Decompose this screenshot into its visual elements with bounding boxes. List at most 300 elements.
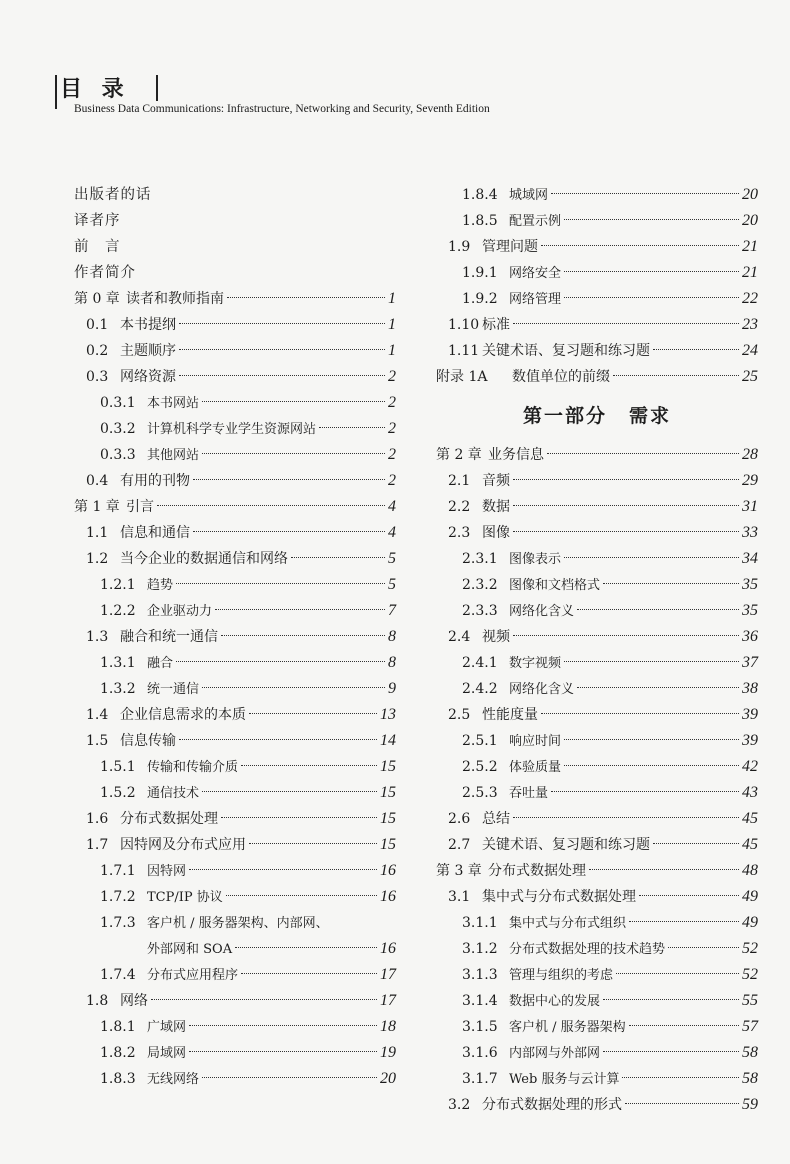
- toc-entry: [74, 494, 396, 520]
- entry-page: 37: [742, 654, 758, 671]
- toc-entry: [74, 832, 396, 858]
- entry-title: 集中式与分布式组织: [509, 916, 627, 931]
- entry-number: 2.7: [448, 837, 471, 853]
- toc-entry: [74, 676, 396, 702]
- entry-page: 15: [380, 758, 396, 775]
- entry-number: 2.5.2: [462, 759, 498, 775]
- entry-title: 本书提纲: [120, 317, 176, 333]
- toc-entry: [436, 1014, 758, 1040]
- entry-number: 1.8.4: [462, 187, 498, 203]
- entry-page: 1: [388, 316, 396, 333]
- entry-title: 信息和通信: [120, 525, 190, 541]
- entry-number: 0.4: [86, 473, 109, 489]
- entry-number: 1.8: [86, 993, 109, 1009]
- entry-title: 集中式与分布式数据处理: [482, 889, 636, 905]
- entry-page: 24: [742, 342, 758, 359]
- dot-leader: [179, 739, 377, 740]
- entry-title: 主题顺序: [120, 343, 176, 359]
- front-matter-item: [74, 208, 396, 234]
- entry-title: 其他网站: [147, 448, 200, 463]
- toc-right-column: [436, 182, 758, 1118]
- entry-title: 当今企业的数据通信和网络: [120, 551, 288, 567]
- dot-leader: [221, 635, 385, 636]
- entry-title: 信息传输: [120, 733, 176, 749]
- entry-number: 第 1 章: [74, 499, 120, 515]
- dot-leader: [215, 609, 385, 610]
- dot-leader: [564, 297, 739, 298]
- entry-number: 1.2.1: [100, 577, 136, 593]
- entry-number: 1.3.1: [100, 655, 136, 671]
- front-matter-item: [74, 182, 396, 208]
- entry-number: 2.2: [448, 499, 471, 515]
- entry-number: 2.3.1: [462, 551, 498, 567]
- entry-page: 18: [380, 1018, 396, 1035]
- dot-leader: [603, 583, 739, 584]
- toc-entry: [436, 1040, 758, 1066]
- entry-title: 内部网与外部网: [509, 1046, 601, 1061]
- toc-entry: [436, 338, 758, 364]
- toc-entry: [436, 468, 758, 494]
- entry-page: 34: [742, 550, 758, 567]
- entry-title: 管理与组织的考虑: [509, 968, 614, 983]
- entry-number: 1.8.5: [462, 213, 498, 229]
- entry-page: 58: [742, 1070, 758, 1087]
- dot-leader: [513, 817, 739, 818]
- entry-page: 45: [742, 810, 758, 827]
- entry-title: 因特网及分布式应用: [120, 837, 246, 853]
- header-right-rule: [156, 75, 158, 101]
- entry-title: 标准: [482, 317, 510, 333]
- front-matter-item: [74, 234, 396, 260]
- entry-title: 因特网: [147, 864, 187, 879]
- entry-title: 出版者的话: [74, 187, 152, 203]
- entry-page: 1: [388, 290, 396, 307]
- entry-page: 4: [388, 524, 396, 541]
- dot-leader: [541, 245, 739, 246]
- toc-entry: [74, 780, 396, 806]
- dot-leader: [291, 557, 385, 558]
- entry-page: 52: [742, 940, 758, 957]
- entry-number: 1.3: [86, 629, 109, 645]
- entry-number: 1.3.2: [100, 681, 136, 697]
- entry-title: 本书网站: [147, 396, 200, 411]
- toc-entry: [74, 520, 396, 546]
- entry-page: 5: [388, 576, 396, 593]
- entry-page: 35: [742, 602, 758, 619]
- front-matter-item: [74, 260, 396, 286]
- entry-page: 8: [388, 654, 396, 671]
- entry-title: 局域网: [147, 1046, 187, 1061]
- entry-number: 2.5.3: [462, 785, 498, 801]
- toc-entry: [74, 702, 396, 728]
- dot-leader: [629, 921, 739, 922]
- entry-number: 3.1.3: [462, 967, 498, 983]
- entry-number: 3.1.7: [462, 1071, 498, 1087]
- entry-page: 2: [388, 394, 396, 411]
- entry-number: 3.1: [448, 889, 471, 905]
- entry-page: 13: [380, 706, 396, 723]
- toc-entry: [436, 494, 758, 520]
- toc-entry: [74, 936, 396, 962]
- entry-page: 20: [742, 212, 758, 229]
- dot-leader: [551, 791, 739, 792]
- entry-number: 1.9.1: [462, 265, 498, 281]
- entry-number: 1.10: [448, 317, 480, 333]
- dot-leader: [547, 453, 739, 454]
- toc-entry: [74, 858, 396, 884]
- dot-leader: [249, 713, 377, 714]
- toc-entry: [436, 780, 758, 806]
- entry-title: 总结: [482, 811, 510, 827]
- entry-number: 2.3.2: [462, 577, 498, 593]
- entry-number: 1.7.1: [100, 863, 136, 879]
- entry-number: 第 0 章: [74, 291, 120, 307]
- dot-leader: [202, 791, 377, 792]
- entry-title: 图像表示: [509, 552, 562, 567]
- entry-page: 1: [388, 342, 396, 359]
- dot-leader: [622, 1077, 739, 1078]
- toc-entry: [74, 598, 396, 624]
- entry-number: 1.1: [86, 525, 109, 541]
- entry-page: 17: [380, 966, 396, 983]
- entry-title: 网络: [120, 993, 148, 1009]
- dot-leader: [241, 765, 377, 766]
- entry-page: 2: [388, 368, 396, 385]
- entry-page: 28: [742, 446, 758, 463]
- entry-number: 1.4: [86, 707, 109, 723]
- entry-title: 城域网: [509, 188, 549, 203]
- entry-number: 3.1.2: [462, 941, 498, 957]
- toc-entry: [436, 598, 758, 624]
- dot-leader: [176, 661, 385, 662]
- entry-number: 3.1.5: [462, 1019, 498, 1035]
- entry-title: 企业信息需求的本质: [120, 707, 246, 723]
- entry-title: 作者简介: [74, 265, 136, 281]
- dot-leader: [189, 1025, 377, 1026]
- entry-page: 33: [742, 524, 758, 541]
- toc-entry: [74, 364, 396, 390]
- dot-leader: [639, 895, 739, 896]
- entry-number: 1.7: [86, 837, 109, 853]
- dot-leader: [189, 1051, 377, 1052]
- dot-leader: [179, 323, 385, 324]
- entry-title: 网络资源: [120, 369, 176, 385]
- entry-title: 计算机科学专业学生资源网站: [147, 422, 317, 437]
- entry-number: 1.7.3: [100, 915, 136, 931]
- toc-entry: [436, 182, 758, 208]
- entry-title: 数值单位的前缀: [512, 369, 610, 385]
- toc-entry: [436, 806, 758, 832]
- entry-page: 8: [388, 628, 396, 645]
- entry-number: 2.5.1: [462, 733, 498, 749]
- entry-page: 58: [742, 1044, 758, 1061]
- entry-title: 引言: [126, 499, 154, 515]
- toc-entry: [74, 442, 396, 468]
- entry-title: 图像: [482, 525, 510, 541]
- entry-page: 15: [380, 784, 396, 801]
- entry-title: 广域网: [147, 1020, 187, 1035]
- entry-title: 客户机 / 服务器架构: [509, 1020, 626, 1035]
- entry-title: 配置示例: [509, 214, 562, 229]
- dot-leader: [235, 947, 377, 948]
- entry-page: 35: [742, 576, 758, 593]
- dot-leader: [176, 583, 385, 584]
- entry-title: 数字视频: [509, 656, 562, 671]
- dot-leader: [221, 817, 377, 818]
- entry-title: 响应时间: [509, 734, 562, 749]
- dot-leader: [603, 999, 739, 1000]
- entry-number: 2.3: [448, 525, 471, 541]
- page-title: 目 录: [60, 76, 130, 102]
- dot-leader: [179, 349, 385, 350]
- entry-title: 管理问题: [482, 239, 538, 255]
- toc-entry: [74, 754, 396, 780]
- toc-entry: [436, 936, 758, 962]
- dot-leader: [616, 973, 739, 974]
- toc-entry: [74, 1040, 396, 1066]
- dot-leader: [589, 869, 739, 870]
- entry-title: 网络化含义: [509, 604, 575, 619]
- toc-entry: [74, 624, 396, 650]
- entry-title: Web 服务与云计算: [509, 1072, 620, 1087]
- toc-entry: [436, 260, 758, 286]
- dot-leader: [668, 947, 739, 948]
- toc-entry: [74, 312, 396, 338]
- toc-entry: [74, 390, 396, 416]
- entry-title: 关键术语、复习题和练习题: [482, 343, 650, 359]
- entry-title: 客户机 / 服务器架构、内部网、: [147, 916, 329, 931]
- entry-title: 视频: [482, 629, 510, 645]
- dot-leader: [564, 219, 739, 220]
- dot-leader: [577, 687, 739, 688]
- entry-page: 5: [388, 550, 396, 567]
- entry-title: 分布式数据处理: [488, 863, 586, 879]
- toc-entry: [74, 728, 396, 754]
- dot-leader: [189, 869, 377, 870]
- dot-leader: [202, 687, 385, 688]
- entry-number: 0.3.3: [100, 447, 136, 463]
- entry-page: 14: [380, 732, 396, 749]
- dot-leader: [513, 505, 739, 506]
- toc-entry: [436, 858, 758, 884]
- entry-number: 1.8.3: [100, 1071, 136, 1087]
- entry-number: 3.1.1: [462, 915, 498, 931]
- dot-leader: [319, 427, 385, 428]
- dot-leader: [564, 765, 739, 766]
- entry-number: 1.2.2: [100, 603, 136, 619]
- entry-number: 2.3.3: [462, 603, 498, 619]
- entry-page: 16: [380, 862, 396, 879]
- toc-entry: [74, 572, 396, 598]
- toc-entry: [436, 442, 758, 468]
- entry-page: 25: [742, 368, 758, 385]
- entry-page: 2: [388, 472, 396, 489]
- dot-leader: [193, 479, 385, 480]
- part-title: 需求: [629, 405, 672, 427]
- dot-leader: [653, 843, 739, 844]
- entry-number: 1.8.1: [100, 1019, 136, 1035]
- part-label: 第一部分: [522, 405, 607, 427]
- dot-leader: [157, 505, 385, 506]
- toc-entry: [74, 806, 396, 832]
- dot-leader: [629, 1025, 739, 1026]
- toc-entry: [436, 520, 758, 546]
- entry-page: 15: [380, 836, 396, 853]
- entry-number: 1.6: [86, 811, 109, 827]
- dot-leader: [577, 609, 739, 610]
- entry-page: 43: [742, 784, 758, 801]
- entry-page: 20: [380, 1070, 396, 1087]
- entry-number: 1.5: [86, 733, 109, 749]
- entry-number: 0.3.1: [100, 395, 136, 411]
- entry-page: 38: [742, 680, 758, 697]
- toc-entry: [74, 988, 396, 1014]
- dot-leader: [513, 479, 739, 480]
- toc-entry: [74, 650, 396, 676]
- toc-entry: [436, 988, 758, 1014]
- entry-page: 21: [742, 238, 758, 255]
- entry-page: 36: [742, 628, 758, 645]
- entry-page: 23: [742, 316, 758, 333]
- entry-page: 49: [742, 888, 758, 905]
- entry-number: 2.4: [448, 629, 471, 645]
- dot-leader: [564, 557, 739, 558]
- dot-leader: [179, 375, 385, 376]
- dot-leader: [241, 973, 377, 974]
- entry-title: 吞吐量: [509, 786, 549, 801]
- entry-title: 分布式数据处理的形式: [482, 1097, 622, 1113]
- toc-entry: [74, 1014, 396, 1040]
- entry-title: TCP/IP 协议: [147, 890, 223, 905]
- dot-leader: [226, 895, 377, 896]
- book-subtitle: Business Data Communications: Infrastructure, Networking and Security, Seventh Edition: [74, 103, 490, 115]
- dot-leader: [613, 375, 739, 376]
- dot-leader: [564, 739, 739, 740]
- entry-title: 外部网和 SOA: [147, 942, 233, 957]
- toc-entry: [436, 884, 758, 910]
- entry-title: 读者和教师指南: [126, 291, 224, 307]
- entry-number: 第 3 章: [436, 863, 482, 879]
- toc-entry: [74, 1066, 396, 1092]
- part-heading: [436, 390, 758, 442]
- entry-number: 2.1: [448, 473, 471, 489]
- entry-number: 1.9.2: [462, 291, 498, 307]
- entry-title: 网络管理: [509, 292, 562, 307]
- entry-page: 2: [388, 446, 396, 463]
- toc-entry: [436, 962, 758, 988]
- entry-page: 2: [388, 420, 396, 437]
- entry-title: 网络化含义: [509, 682, 575, 697]
- entry-page: 21: [742, 264, 758, 281]
- entry-page: 55: [742, 992, 758, 1009]
- entry-number: 1.9: [448, 239, 471, 255]
- toc-entry: [74, 884, 396, 910]
- toc-entry: [436, 234, 758, 260]
- dot-leader: [564, 271, 739, 272]
- entry-title: 统一通信: [147, 682, 200, 697]
- toc-entry: [74, 416, 396, 442]
- entry-number: 0.3: [86, 369, 109, 385]
- entry-page: 31: [742, 498, 758, 515]
- entry-page: 45: [742, 836, 758, 853]
- entry-page: 42: [742, 758, 758, 775]
- entry-number: 1.8.2: [100, 1045, 136, 1061]
- entry-title: 音频: [482, 473, 510, 489]
- toc-entry: [436, 572, 758, 598]
- toc-entry: [436, 728, 758, 754]
- entry-title: 译者序: [74, 213, 121, 229]
- toc-entry: [436, 312, 758, 338]
- entry-title: 体验质量: [509, 760, 562, 775]
- entry-number: 2.4.1: [462, 655, 498, 671]
- entry-number: 1.7.4: [100, 967, 136, 983]
- entry-page: 7: [388, 602, 396, 619]
- entry-number: 2.5: [448, 707, 471, 723]
- entry-page: 57: [742, 1018, 758, 1035]
- toc-entry: [74, 546, 396, 572]
- dot-leader: [227, 297, 385, 298]
- entry-page: 52: [742, 966, 758, 983]
- entry-title: 融合: [147, 656, 174, 671]
- entry-title: 趋势: [147, 578, 174, 593]
- dot-leader: [653, 349, 739, 350]
- entry-number: 1.2: [86, 551, 109, 567]
- entry-number: 0.3.2: [100, 421, 136, 437]
- entry-title: 传输和传输介质: [147, 760, 239, 775]
- toc-entry: [436, 1066, 758, 1092]
- entry-title: 数据中心的发展: [509, 994, 601, 1009]
- toc-entry: [436, 1092, 758, 1118]
- toc-entry: [436, 624, 758, 650]
- header-left-rule: [55, 75, 57, 109]
- dot-leader: [202, 401, 385, 402]
- entry-page: 9: [388, 680, 396, 697]
- entry-title: 分布式应用程序: [147, 968, 239, 983]
- toc-entry: [74, 286, 396, 312]
- entry-number: 2.4.2: [462, 681, 498, 697]
- entry-title: 分布式数据处理的技术趋势: [509, 942, 666, 957]
- entry-page: 48: [742, 862, 758, 879]
- entry-number: 0.1: [86, 317, 109, 333]
- toc-entry: [74, 468, 396, 494]
- entry-page: 29: [742, 472, 758, 489]
- entry-number: 3.1.6: [462, 1045, 498, 1061]
- toc-entry: [436, 650, 758, 676]
- toc-entry: [436, 364, 758, 390]
- dot-leader: [513, 323, 739, 324]
- dot-leader: [625, 1103, 739, 1104]
- entry-number: 1.5.2: [100, 785, 136, 801]
- entry-page: 16: [380, 940, 396, 957]
- toc-entry: [436, 910, 758, 936]
- dot-leader: [513, 531, 739, 532]
- dot-leader: [551, 193, 739, 194]
- dot-leader: [249, 843, 377, 844]
- dot-leader: [603, 1051, 739, 1052]
- toc-entry: [74, 338, 396, 364]
- entry-title: 图像和文档格式: [509, 578, 601, 593]
- toc-left-column: [74, 182, 396, 1092]
- entry-title: 通信技术: [147, 786, 200, 801]
- entry-title: 前 言: [74, 239, 121, 255]
- dot-leader: [541, 713, 739, 714]
- toc-entry: [436, 546, 758, 572]
- entry-page: 39: [742, 706, 758, 723]
- entry-page: 49: [742, 914, 758, 931]
- entry-page: 16: [380, 888, 396, 905]
- entry-title: 业务信息: [488, 447, 544, 463]
- entry-page: 59: [742, 1096, 758, 1113]
